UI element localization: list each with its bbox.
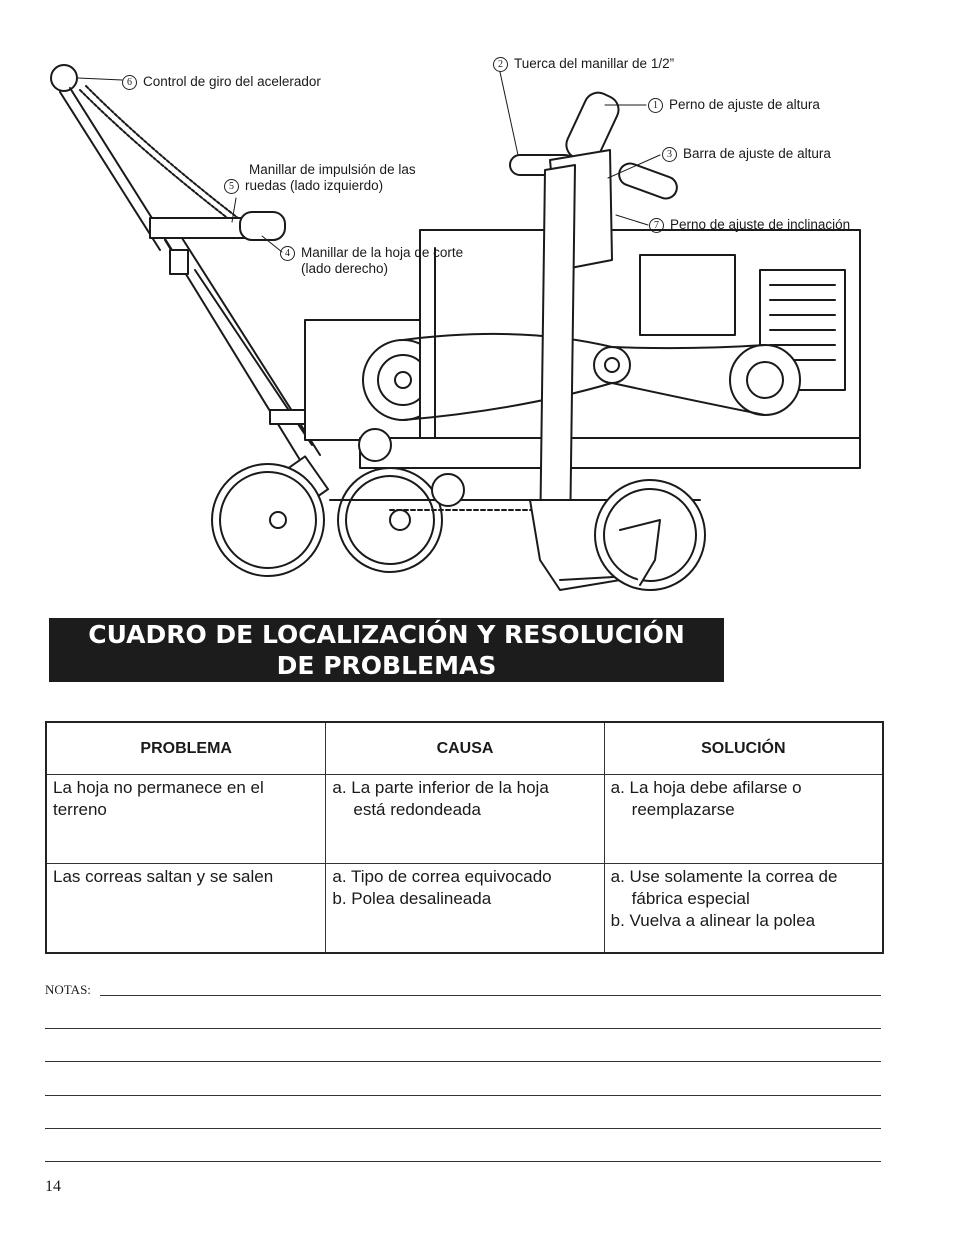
table-row — [46, 864, 883, 954]
cause-cell — [326, 775, 604, 864]
solution-line: b. Vuelva a alinear la polea — [610, 911, 816, 930]
solution-cell — [604, 864, 883, 954]
solution-cell — [604, 775, 883, 864]
problem-cell: Las correas saltan y se salen — [46, 864, 326, 954]
callout-number: 7 — [649, 218, 664, 233]
cause-cell — [326, 864, 604, 954]
callout-handle-nut — [493, 56, 674, 72]
callout-label-line: ruedas (lado izquierdo) — [245, 178, 384, 193]
column-header-cause: CAUSA — [326, 722, 604, 775]
page-number: 14 — [45, 1178, 61, 1195]
column-header-solution: SOLUCIÓN — [604, 722, 883, 775]
cause-line: b. Polea desalineada — [332, 889, 492, 908]
solution-line: fábrica especial — [631, 889, 750, 908]
callout-height-bar — [662, 146, 831, 162]
troubleshooting-table — [45, 721, 884, 954]
cause-line: a. Tipo de correa equivocado — [332, 867, 552, 886]
notes-line — [45, 1095, 881, 1096]
notes-label: NOTAS: — [45, 982, 91, 997]
solution-line: reemplazarse — [631, 800, 735, 819]
callout-label: Tuerca del manillar de 1/2” — [514, 56, 675, 71]
sod-cutter-illustration — [0, 0, 954, 600]
cause-line: está redondeada — [353, 800, 481, 819]
notes-line — [45, 1161, 881, 1162]
callout-height-bolt — [648, 97, 820, 113]
callout-label: Perno de ajuste de inclinación — [670, 217, 851, 232]
callout-number: 2 — [493, 57, 508, 72]
callout-number: 5 — [224, 179, 239, 194]
callout-label: Barra de ajuste de altura — [683, 146, 831, 161]
section-title-line-2: DE PROBLEMAS — [276, 651, 497, 680]
notes-line — [100, 995, 881, 996]
section-title-banner — [49, 618, 724, 682]
section-title-line-1: CUADRO DE LOCALIZACIÓN Y RESOLUCIÓN — [88, 620, 685, 649]
callout-wheel-drive-handle — [224, 162, 416, 194]
notes-line — [45, 1028, 881, 1029]
callout-blade-handle — [280, 245, 463, 277]
solution-line: a. La hoja debe afilarse o — [610, 778, 802, 797]
callout-number: 3 — [662, 147, 677, 162]
problem-cell: La hoja no permanece en el terreno — [46, 775, 326, 864]
table-header-row — [46, 722, 883, 775]
callout-tilt-bolt — [649, 217, 850, 233]
notes-line — [45, 1061, 881, 1062]
callout-label: Control de giro del acelerador — [143, 74, 321, 89]
callout-throttle-control — [122, 74, 321, 90]
callout-label: Perno de ajuste de altura — [669, 97, 820, 112]
notes-line — [45, 1128, 881, 1129]
callout-number: 1 — [648, 98, 663, 113]
solution-line: a. Use solamente la correa de — [610, 867, 838, 886]
callout-label-line: Manillar de la hoja de corte — [301, 245, 464, 260]
table-row — [46, 775, 883, 864]
column-header-problem: PROBLEMA — [46, 722, 326, 775]
callout-number: 4 — [280, 246, 295, 261]
callout-label-line: Manillar de impulsión de las — [249, 162, 416, 177]
callout-label-line: (lado derecho) — [301, 261, 389, 276]
callout-number: 6 — [122, 75, 137, 90]
cause-line: a. La parte inferior de la hoja — [332, 778, 549, 797]
